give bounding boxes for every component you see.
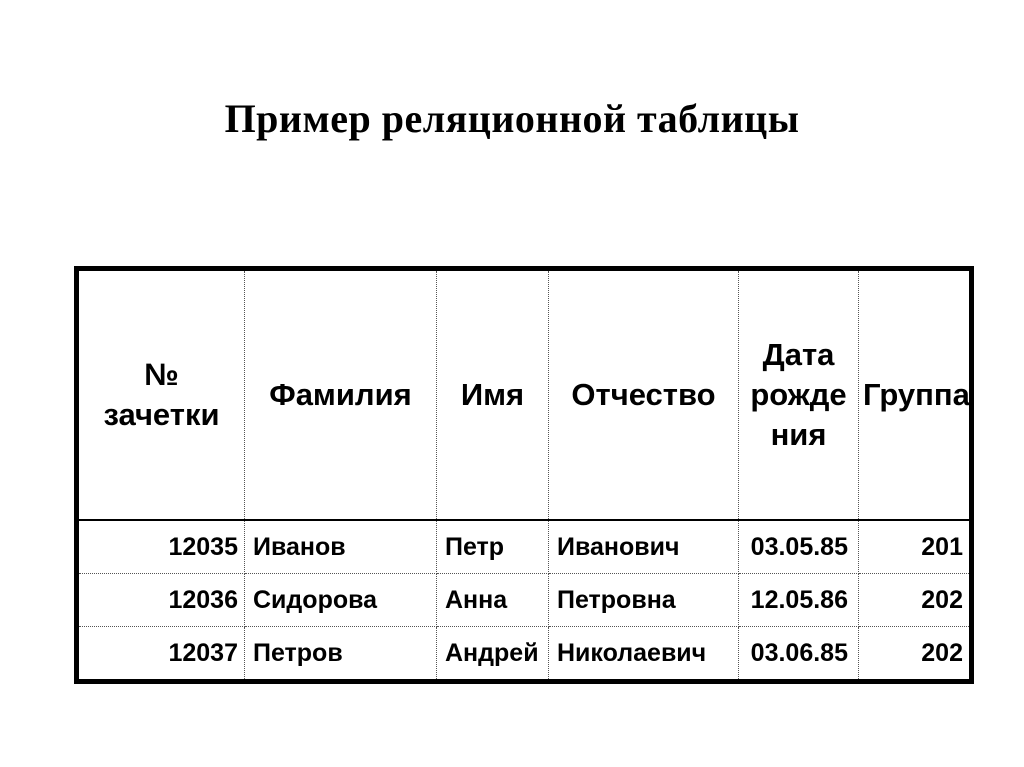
cell-name: Петр <box>437 520 549 574</box>
column-header-surname: Фамилия <box>245 269 437 521</box>
cell-record-number: 12036 <box>77 574 245 627</box>
cell-group: 202 <box>859 627 972 682</box>
cell-group: 202 <box>859 574 972 627</box>
table-row <box>77 574 972 627</box>
table-row <box>77 627 972 682</box>
relational-table-container <box>74 266 969 684</box>
cell-patronymic: Николаевич <box>549 627 739 682</box>
cell-record-number: 12035 <box>77 520 245 574</box>
cell-name: Анна <box>437 574 549 627</box>
cell-birthdate: 03.06.85 <box>739 627 859 682</box>
table-row <box>77 520 972 574</box>
cell-patronymic: Петровна <box>549 574 739 627</box>
cell-birthdate: 12.05.86 <box>739 574 859 627</box>
cell-surname: Иванов <box>245 520 437 574</box>
cell-birthdate: 03.05.85 <box>739 520 859 574</box>
cell-patronymic: Иванович <box>549 520 739 574</box>
cell-surname: Сидорова <box>245 574 437 627</box>
column-header-birthdate: Дата рожде ния <box>739 269 859 521</box>
cell-record-number: 12037 <box>77 627 245 682</box>
column-header-record-number: № зачетки <box>77 269 245 521</box>
column-header-patronymic: Отчество <box>549 269 739 521</box>
cell-surname: Петров <box>245 627 437 682</box>
column-header-group: Группа <box>859 269 972 521</box>
table-header-row <box>77 269 972 521</box>
column-header-name: Имя <box>437 269 549 521</box>
cell-group: 201 <box>859 520 972 574</box>
page-title: Пример реляционной таблицы <box>224 96 800 141</box>
relational-table <box>74 266 974 684</box>
cell-name: Андрей <box>437 627 549 682</box>
